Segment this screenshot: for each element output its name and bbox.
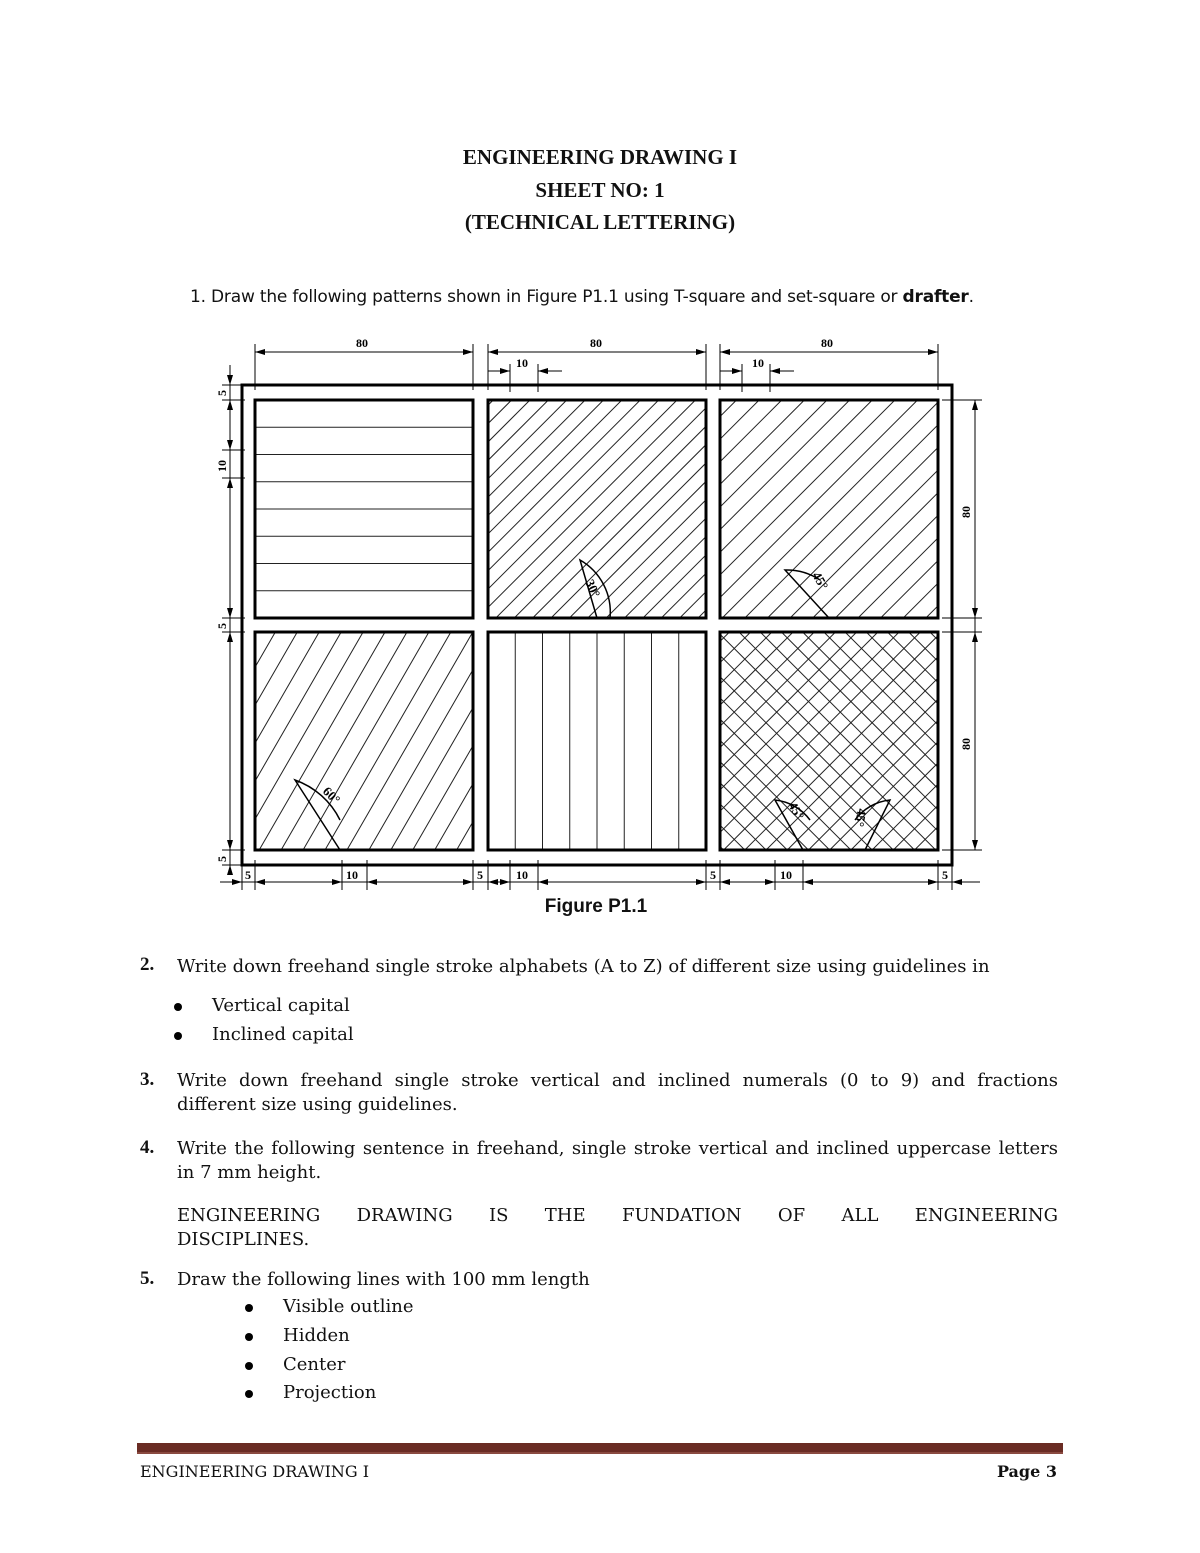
hatch-line bbox=[200, 355, 879, 890]
hatch-line bbox=[200, 330, 733, 890]
dim-left-1: 5 bbox=[215, 390, 229, 396]
hatch-line bbox=[200, 330, 329, 890]
hatch-line bbox=[238, 330, 938, 890]
hatch-line bbox=[200, 330, 280, 890]
hatch-line bbox=[200, 330, 675, 890]
hatch-line bbox=[200, 355, 990, 890]
hatch-line bbox=[431, 330, 990, 890]
hatch-line bbox=[748, 330, 990, 890]
hatch-line bbox=[387, 330, 990, 890]
hatch-line bbox=[200, 355, 646, 890]
hatch-line bbox=[200, 330, 494, 890]
hatch-line bbox=[200, 355, 709, 890]
question-3-line-2: different size using guidelines. bbox=[177, 1094, 458, 1115]
question-2-bullet-1: Vertical capital bbox=[212, 995, 350, 1016]
title-line-1: ENGINEERING DRAWING I bbox=[462, 145, 738, 169]
hatch-line bbox=[200, 330, 653, 890]
hatch-line bbox=[521, 330, 990, 890]
hatch-line bbox=[200, 355, 688, 890]
hatch-line bbox=[200, 330, 609, 890]
hatch-line bbox=[534, 330, 990, 890]
hatch-line bbox=[568, 355, 990, 890]
hatch-line bbox=[200, 330, 421, 890]
question-1-text: Draw the following patterns shown in Figure P1.1 using T-square and set-square or bbox=[211, 287, 903, 307]
hatch-line bbox=[695, 355, 990, 890]
hatch-line bbox=[483, 355, 990, 890]
hatch-line bbox=[200, 330, 936, 890]
dim-bottom-1: 5 bbox=[245, 868, 251, 882]
hatch-line bbox=[200, 330, 513, 890]
hatch-line bbox=[523, 330, 990, 890]
hatch-line bbox=[363, 330, 990, 890]
hatch-line bbox=[200, 330, 346, 890]
angle-label-45-right: 45° bbox=[851, 807, 870, 829]
hatch-line bbox=[216, 330, 916, 890]
hatch-line bbox=[200, 330, 434, 890]
hatch-line bbox=[200, 330, 697, 890]
hatch-line bbox=[240, 330, 990, 890]
hatch-line bbox=[200, 330, 347, 890]
hatch-line bbox=[526, 355, 990, 890]
hatch-line bbox=[200, 355, 990, 890]
hatch-line bbox=[377, 355, 990, 890]
panel-4 bbox=[255, 632, 473, 850]
pattern-cross-hatch bbox=[200, 355, 990, 890]
hatch-line bbox=[823, 355, 990, 890]
hatch-line bbox=[295, 330, 990, 890]
hatch-line bbox=[326, 330, 990, 890]
question-3-number: 3. bbox=[140, 1069, 155, 1090]
hatch-line bbox=[200, 355, 688, 890]
hatch-line bbox=[200, 330, 499, 890]
angle-label-30: 30° bbox=[582, 576, 604, 600]
hatch-line bbox=[483, 355, 990, 890]
hatch-line bbox=[200, 355, 990, 890]
hatch-line bbox=[200, 330, 872, 890]
hatch-line bbox=[200, 330, 439, 890]
hatch-line bbox=[200, 330, 302, 890]
hatch-line bbox=[200, 355, 858, 890]
hatch-line bbox=[200, 355, 990, 890]
question-5-bullet-3: Center bbox=[283, 1354, 346, 1375]
hatch-line bbox=[369, 330, 990, 890]
dim-top-1: 80 bbox=[356, 336, 368, 350]
hatch-line bbox=[200, 355, 990, 890]
hatch-line bbox=[200, 355, 990, 890]
hatch-line bbox=[272, 330, 990, 890]
question-5-bullet-2: Hidden bbox=[283, 1325, 350, 1346]
hatch-line bbox=[200, 330, 543, 890]
figure-p1-1 bbox=[200, 330, 990, 890]
hatch-line bbox=[200, 355, 990, 890]
question-2-text: Write down freehand single stroke alphabets (A to Z) of different size using guidelines in bbox=[177, 956, 990, 977]
pattern-vertical-lines bbox=[515, 632, 679, 850]
hatch-line bbox=[816, 330, 990, 890]
hatch-line bbox=[526, 355, 990, 890]
hatch-line bbox=[200, 330, 587, 890]
hatch-line bbox=[200, 355, 990, 890]
hatch-line bbox=[370, 330, 990, 890]
question-4-line-2: in 7 mm height. bbox=[177, 1162, 322, 1183]
title-line-2: SHEET NO: 1 bbox=[535, 178, 665, 202]
dim-right-2: 80 bbox=[959, 738, 973, 750]
hatch-line bbox=[250, 355, 990, 890]
hatch-line bbox=[861, 330, 990, 890]
hatch-line bbox=[200, 330, 605, 890]
hatch-line bbox=[200, 330, 366, 890]
question-4-sentence-line-1: ENGINEERING DRAWING IS THE FUNDATION OF ALL ENGINEERING bbox=[177, 1205, 1058, 1226]
question-2-bullet-2: Inclined capital bbox=[212, 1024, 354, 1045]
hatch-line bbox=[200, 330, 629, 890]
hatch-line bbox=[377, 355, 990, 890]
hatch-line bbox=[200, 355, 990, 890]
dim-left-3: 10 bbox=[215, 460, 229, 472]
dim-right-1: 80 bbox=[959, 506, 973, 518]
hatch-line bbox=[200, 355, 922, 890]
hatch-line bbox=[200, 330, 642, 890]
hatch-line bbox=[200, 355, 837, 890]
hatch-line bbox=[229, 355, 990, 890]
hatch-line bbox=[441, 355, 990, 890]
hatch-line bbox=[200, 355, 990, 890]
dim-top-2: 80 bbox=[590, 336, 602, 350]
question-3-line-1: Write down freehand single stroke vertical and inclined numerals (0 to 9) and fractions bbox=[177, 1070, 1058, 1091]
question-4-sentence-line-2: DISCIPLINES. bbox=[177, 1229, 310, 1250]
hatch-line bbox=[200, 355, 922, 890]
hatch-line bbox=[200, 355, 709, 890]
dim-small-2: 10 bbox=[752, 356, 764, 370]
hatch-line bbox=[200, 330, 719, 890]
hatch-line bbox=[229, 355, 990, 890]
hatch-line bbox=[200, 355, 990, 890]
hatch-line bbox=[200, 355, 582, 890]
hatch-line bbox=[200, 355, 990, 890]
angle-label-45-top: 45° bbox=[809, 569, 832, 593]
hatch-line bbox=[200, 330, 785, 890]
hatch-line bbox=[200, 330, 855, 890]
question-5-bullet-1: Visible outline bbox=[283, 1296, 414, 1317]
hatch-line bbox=[408, 330, 990, 890]
hatch-line bbox=[200, 355, 990, 890]
angle-label-45-left: 45° bbox=[785, 799, 808, 823]
hatch-line bbox=[200, 330, 742, 890]
hatch-line bbox=[823, 355, 990, 890]
hatch-line bbox=[200, 330, 651, 890]
hatch-line bbox=[200, 355, 625, 890]
hatch-line bbox=[441, 355, 990, 890]
hatch-line bbox=[200, 355, 858, 890]
hatch-line bbox=[442, 330, 990, 890]
hatch-line bbox=[200, 330, 825, 890]
hatch-line bbox=[200, 355, 990, 890]
page-number: Page 3 bbox=[996, 1462, 1057, 1481]
hatch-line bbox=[200, 330, 697, 890]
hatch-line bbox=[200, 330, 741, 890]
hatch-line bbox=[200, 355, 990, 890]
hatch-line bbox=[200, 330, 972, 890]
hatch-line bbox=[200, 330, 606, 890]
dim-bottom-6: 10 bbox=[780, 868, 792, 882]
hatch-line bbox=[200, 330, 770, 890]
hatch-line bbox=[436, 330, 990, 890]
hatch-line bbox=[200, 355, 625, 890]
hatch-line bbox=[250, 330, 990, 890]
hatch-line bbox=[200, 355, 990, 890]
angle-label-60: 60° bbox=[319, 783, 344, 807]
hatch-line bbox=[250, 355, 990, 890]
hatch-line bbox=[221, 330, 990, 890]
question-1-bold: drafter bbox=[902, 287, 969, 307]
question-2-number: 2. bbox=[140, 954, 155, 975]
hatch-line bbox=[200, 330, 674, 890]
hatch-line bbox=[200, 330, 832, 890]
hatch-line bbox=[200, 330, 368, 890]
hatch-line bbox=[200, 330, 214, 890]
hatch-line bbox=[200, 330, 586, 890]
hatch-line bbox=[277, 330, 990, 890]
hatch-line bbox=[200, 355, 990, 890]
hatch-line bbox=[200, 355, 837, 890]
question-1-number: 1. bbox=[190, 287, 206, 307]
question-5-number: 5. bbox=[140, 1268, 155, 1289]
question-4-line-1: Write the following sentence in freehand, single stroke vertical and inclined uppercase letters bbox=[177, 1138, 1058, 1159]
dim-left-4: 5 bbox=[215, 856, 229, 862]
hatch-line bbox=[295, 330, 990, 890]
hatch-line bbox=[571, 330, 990, 890]
hatch-line bbox=[200, 330, 324, 890]
dim-bottom-3: 5 bbox=[477, 868, 483, 882]
hatch-line bbox=[200, 355, 990, 890]
dim-bottom-5: 5 bbox=[710, 868, 716, 882]
hatch-line bbox=[200, 330, 456, 890]
hatch-line bbox=[200, 355, 646, 890]
title-line-3: (TECHNICAL LETTERING) bbox=[464, 210, 736, 234]
hatch-line bbox=[680, 330, 990, 890]
question-5-bullet-4: Projection bbox=[283, 1382, 377, 1403]
hatch-line bbox=[200, 330, 660, 890]
hatch-line bbox=[207, 355, 990, 890]
dim-top-3: 80 bbox=[821, 336, 833, 350]
dim-small-1: 10 bbox=[516, 356, 528, 370]
hatch-line bbox=[695, 355, 990, 890]
hatch-line bbox=[200, 330, 697, 890]
hatch-line bbox=[350, 330, 990, 890]
hatch-line bbox=[552, 330, 990, 890]
hatch-line bbox=[626, 330, 990, 890]
hatch-line bbox=[200, 330, 678, 890]
dim-bottom-4: 10 bbox=[516, 868, 528, 882]
dim-bottom-7: 5 bbox=[942, 868, 948, 882]
hatch-line bbox=[568, 355, 990, 890]
hatch-line bbox=[200, 355, 879, 890]
hatch-line bbox=[458, 330, 990, 890]
hatch-line bbox=[392, 330, 990, 890]
hatch-line bbox=[200, 330, 715, 890]
pattern-horizontal-lines bbox=[255, 427, 473, 591]
hatch-line bbox=[200, 330, 923, 890]
hatch-line bbox=[200, 330, 631, 890]
question-5-text: Draw the following lines with 100 mm length bbox=[177, 1269, 590, 1290]
hatch-line bbox=[838, 330, 990, 890]
hatch-line bbox=[200, 330, 531, 890]
hatch-line bbox=[200, 330, 862, 890]
figure-caption: Figure P1.1 bbox=[544, 896, 648, 917]
hatch-line bbox=[405, 330, 990, 890]
footer-bar bbox=[137, 1443, 1063, 1454]
footer-title: ENGINEERING DRAWING I bbox=[140, 1462, 370, 1481]
hatch-line bbox=[207, 355, 990, 890]
dim-left-2: 5 bbox=[215, 623, 229, 629]
question-4-number: 4. bbox=[140, 1137, 155, 1158]
hatch-line bbox=[200, 330, 584, 890]
hatch-line bbox=[200, 355, 582, 890]
hatch-line bbox=[200, 330, 810, 890]
question-1: 1. Draw the following patterns shown in Figure P1.1 using T-square and set-square or drafter. bbox=[190, 287, 974, 307]
dim-bottom-2: 10 bbox=[346, 868, 358, 882]
